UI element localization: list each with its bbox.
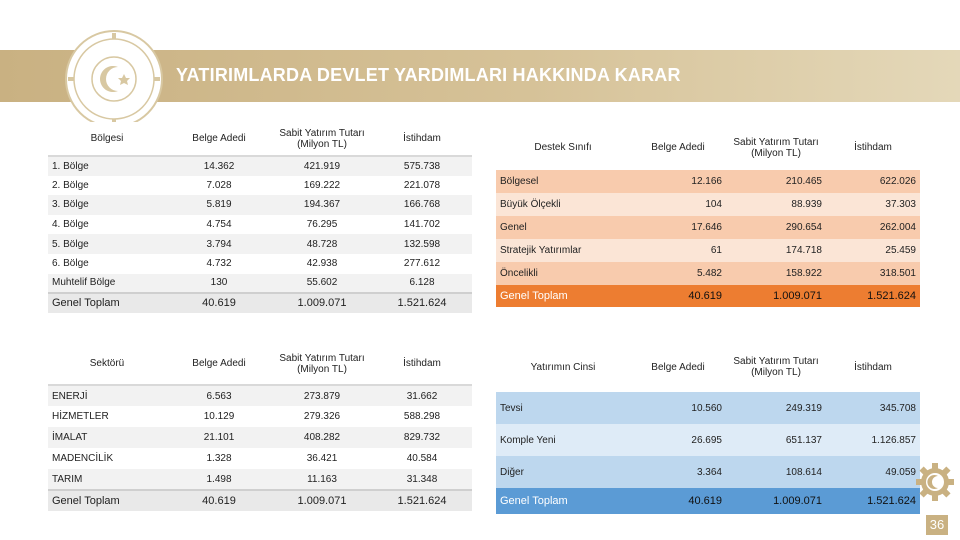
page-title: YATIRIMLARDA DEVLET YARDIMLARI HAKKINDA KARAR — [176, 65, 681, 85]
table-row — [48, 385, 472, 406]
cell-belge: 5.482 — [630, 262, 726, 285]
row-label: 5. Bölge — [48, 234, 166, 254]
cell-belge: 10.560 — [630, 392, 726, 424]
cell-tutar: 11.163 — [272, 469, 372, 490]
total-istihdam: 1.521.624 — [372, 293, 472, 313]
cell-belge: 7.028 — [166, 176, 272, 196]
cell-tutar: 88.939 — [726, 193, 826, 216]
table-row — [48, 469, 472, 490]
total-label: Genel Toplam — [48, 490, 166, 511]
row-label: İMALAT — [48, 427, 166, 448]
table-row — [496, 424, 920, 456]
total-belge: 40.619 — [630, 488, 726, 514]
table-header-row — [496, 125, 920, 170]
cell-istihdam: 132.598 — [372, 234, 472, 254]
cell-istihdam: 6.128 — [372, 274, 472, 294]
cell-belge: 5.819 — [166, 195, 272, 215]
cell-belge: 17.646 — [630, 216, 726, 239]
total-row — [496, 285, 920, 307]
cell-istihdam: 141.702 — [372, 215, 472, 235]
table-row — [48, 176, 472, 196]
column-header: Belge Adedi — [166, 122, 272, 156]
column-header: İstihdam — [372, 343, 472, 385]
support-class-table — [496, 125, 920, 307]
row-label: Stratejik Yatırımlar — [496, 239, 630, 262]
cell-belge: 104 — [630, 193, 726, 216]
total-label: Genel Toplam — [496, 488, 630, 514]
cell-istihdam: 37.303 — [826, 193, 920, 216]
column-header: Destek Sınıfı — [496, 125, 630, 170]
cell-tutar: 194.367 — [272, 195, 372, 215]
cell-belge: 4.732 — [166, 254, 272, 274]
cell-belge: 130 — [166, 274, 272, 294]
row-label: Muhtelif Bölge — [48, 274, 166, 294]
table-header-row — [48, 343, 472, 385]
cell-tutar: 249.319 — [726, 392, 826, 424]
total-belge: 40.619 — [166, 293, 272, 313]
table-row — [48, 406, 472, 427]
cell-istihdam: 575.738 — [372, 156, 472, 176]
column-header: Bölgesi — [48, 122, 166, 156]
cell-belge: 61 — [630, 239, 726, 262]
table-row — [496, 456, 920, 488]
column-header: Belge Adedi — [166, 343, 272, 385]
cell-belge: 3.794 — [166, 234, 272, 254]
total-belge: 40.619 — [630, 285, 726, 307]
cell-istihdam: 588.298 — [403, 411, 441, 422]
cell-belge: 12.166 — [630, 170, 726, 193]
cell-tutar: 279.326 — [303, 411, 341, 422]
total-row — [496, 488, 920, 514]
total-istihdam: 1.521.624 — [826, 285, 920, 307]
table-row — [496, 216, 920, 239]
table-row — [48, 195, 472, 215]
row-label: 2. Bölge — [48, 176, 166, 196]
row-label: Genel — [496, 216, 630, 239]
column-header: Sabit Yatırım Tutarı (Milyon TL) — [726, 342, 826, 392]
sector-table — [48, 343, 472, 511]
row-label: MADENCİLİK — [52, 453, 114, 464]
cell-istihdam: 829.732 — [372, 427, 472, 448]
total-belge: 40.619 — [166, 490, 272, 511]
investment-type-table — [496, 342, 920, 514]
cell-istihdam: 345.708 — [826, 392, 920, 424]
cell-istihdam: 277.612 — [372, 254, 472, 274]
total-label: Genel Toplam — [48, 293, 166, 313]
gear-logo-icon — [915, 462, 955, 502]
row-label: Diğer — [496, 456, 630, 488]
table-header-row — [496, 342, 920, 392]
cell-belge: 26.695 — [630, 424, 726, 456]
row-label: HİZMETLER — [52, 411, 109, 422]
cell-tutar: 169.222 — [272, 176, 372, 196]
ministry-seal-icon — [62, 27, 166, 131]
cell-tutar: 108.614 — [726, 456, 826, 488]
row-label: Komple Yeni — [496, 424, 630, 456]
table-row — [496, 193, 920, 216]
cell-tutar: 76.295 — [272, 215, 372, 235]
cell-belge: 21.101 — [166, 427, 272, 448]
cell-tutar: 55.602 — [272, 274, 372, 294]
table-row — [48, 448, 472, 469]
row-label: 4. Bölge — [48, 215, 166, 235]
column-header: İstihdam — [826, 342, 920, 392]
column-header: Belge Adedi — [630, 125, 726, 170]
total-row — [48, 293, 472, 313]
total-istihdam: 1.521.624 — [826, 488, 920, 514]
cell-tutar: 174.718 — [726, 239, 826, 262]
cell-istihdam: 31.662 — [372, 385, 472, 406]
cell-belge: 1.498 — [166, 469, 272, 490]
cell-belge: 14.362 — [166, 156, 272, 176]
cell-tutar: 408.282 — [272, 427, 372, 448]
total-tutar: 1.009.071 — [726, 488, 826, 514]
cell-istihdam: 1.126.857 — [826, 424, 920, 456]
table-row — [496, 262, 920, 285]
table-row — [48, 156, 472, 176]
cell-tutar: 210.465 — [726, 170, 826, 193]
total-tutar: 1.009.071 — [272, 490, 372, 511]
cell-istihdam: 25.459 — [826, 239, 920, 262]
cell-belge: 3.364 — [630, 456, 726, 488]
cell-belge: 10.129 — [203, 411, 235, 422]
total-tutar: 1.009.071 — [726, 285, 826, 307]
cell-tutar: 42.938 — [272, 254, 372, 274]
table-row — [496, 392, 920, 424]
column-header: Yatırımın Cinsi — [496, 342, 630, 392]
table-row — [496, 170, 920, 193]
total-row — [48, 490, 472, 511]
cell-istihdam: 40.584 — [406, 453, 438, 464]
column-header: Sabit Yatırım Tutarı (Milyon TL) — [726, 125, 826, 170]
column-header: Sabit Yatırım Tutarı (Milyon TL) — [272, 122, 372, 156]
row-label: 6. Bölge — [48, 254, 166, 274]
cell-istihdam: 166.768 — [372, 195, 472, 215]
cell-tutar: 290.654 — [726, 216, 826, 239]
cell-tutar: 158.922 — [726, 262, 826, 285]
cell-tutar: 421.919 — [272, 156, 372, 176]
row-label: 1. Bölge — [48, 156, 166, 176]
cell-istihdam: 622.026 — [826, 170, 920, 193]
column-header: Belge Adedi — [630, 342, 726, 392]
region-table — [48, 122, 472, 313]
row-label: TARIM — [48, 469, 166, 490]
cell-belge: 4.754 — [166, 215, 272, 235]
cell-tutar: 273.879 — [272, 385, 372, 406]
table-row — [48, 274, 472, 294]
row-label: Büyük Ölçekli — [496, 193, 630, 216]
cell-istihdam: 262.004 — [826, 216, 920, 239]
table-row — [48, 234, 472, 254]
table-header-row — [48, 122, 472, 156]
cell-belge: 6.563 — [166, 385, 272, 406]
table-row — [48, 254, 472, 274]
table-row — [48, 215, 472, 235]
cell-istihdam: 31.348 — [372, 469, 472, 490]
cell-istihdam: 318.501 — [826, 262, 920, 285]
cell-belge: 1.328 — [206, 453, 232, 464]
column-header: İstihdam — [372, 122, 472, 156]
page-number: 36 — [926, 515, 948, 535]
cell-tutar: 48.728 — [272, 234, 372, 254]
total-tutar: 1.009.071 — [272, 293, 372, 313]
cell-istihdam: 49.059 — [826, 456, 920, 488]
row-label: ENERJİ — [48, 385, 166, 406]
table-row — [48, 427, 472, 448]
table-row — [496, 239, 920, 262]
row-label: Bölgesel — [496, 170, 630, 193]
cell-tutar: 651.137 — [726, 424, 826, 456]
cell-istihdam: 221.078 — [372, 176, 472, 196]
row-label: 3. Bölge — [48, 195, 166, 215]
total-label: Genel Toplam — [496, 285, 630, 307]
column-header: Sabit Yatırım Tutarı (Milyon TL) — [272, 343, 372, 385]
column-header: Sektörü — [48, 343, 166, 385]
cell-tutar: 36.421 — [306, 453, 338, 464]
column-header: İstihdam — [826, 125, 920, 170]
total-istihdam: 1.521.624 — [372, 490, 472, 511]
row-label: Öncelikli — [496, 262, 630, 285]
row-label: Tevsi — [496, 392, 630, 424]
